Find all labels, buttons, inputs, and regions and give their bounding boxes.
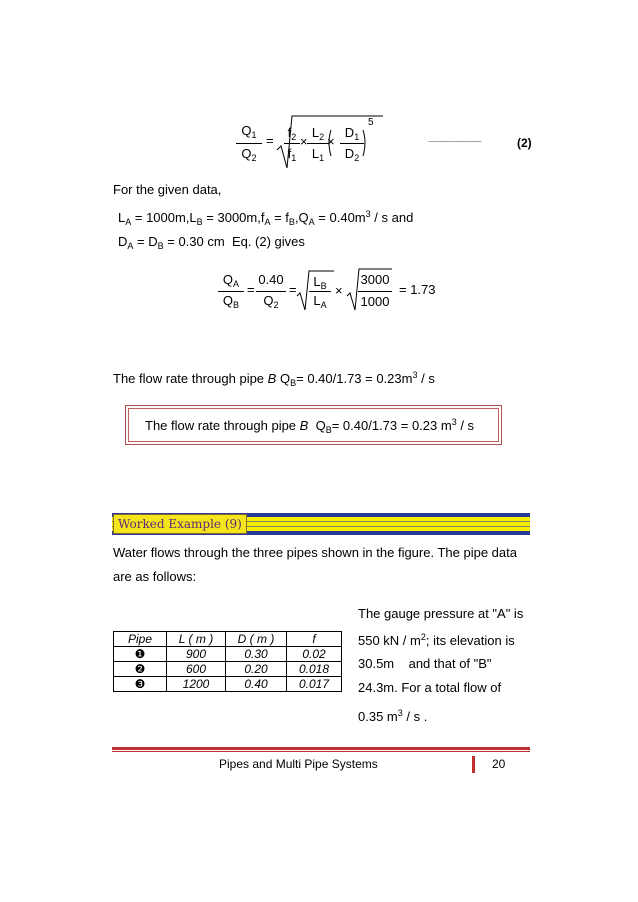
- table-cell: 1200: [167, 677, 226, 692]
- table-header-cell: L ( m ): [167, 632, 226, 647]
- eq2-times-1: ×: [300, 134, 308, 149]
- eq2-L-numerator: $L_2$: [311, 125, 325, 142]
- eq2-f-bar: [284, 143, 300, 144]
- eq2-label: (2): [517, 136, 532, 150]
- table-cell: 0.018: [287, 662, 342, 677]
- eq3-ratio-bar: [358, 291, 392, 292]
- table-header-cell: D ( m ): [226, 632, 287, 647]
- problem-line-1: Water flows through the three pipes shown in the figure. The pipe data: [113, 545, 517, 560]
- table-cell: 900: [167, 647, 226, 662]
- table-cell: 0.017: [287, 677, 342, 692]
- problem-line-2: are as follows:: [113, 569, 197, 584]
- eq2-lhs-denominator: $Q_2$: [241, 146, 257, 163]
- table-cell: 0.02: [287, 647, 342, 662]
- eq2-L-denominator: $L_1$: [311, 146, 325, 163]
- side-text-line-3: 30.5m and that of "B": [358, 656, 492, 671]
- eq2-D-bar: [340, 143, 364, 144]
- eq3-lhs-numerator: $Q_A$: [222, 272, 240, 289]
- eq3-mid-numerator: 0.40: [258, 272, 284, 287]
- flow-rate-line: The flow rate through pipe B $Q_B= 0.40/1.73 = 0.23m^3 / s$: [113, 370, 435, 388]
- eq3-equals-1: =: [247, 282, 255, 297]
- table-row: [114, 647, 342, 662]
- eq3-equals-2: =: [289, 282, 297, 297]
- eq2-times-2: ×: [327, 134, 335, 149]
- eq2-leader-dots: ........................................................: [428, 137, 481, 144]
- table-cell: ❷: [114, 662, 167, 677]
- eq3-mid-denominator: $Q_2$: [263, 293, 279, 310]
- eq2-exponent: 5: [368, 117, 374, 128]
- eq2-equals: =: [266, 133, 274, 148]
- eq3-mid-bar: [256, 291, 286, 292]
- eq2-lhs-fraction-bar: [236, 143, 262, 144]
- eq3-L-numerator: $L_B$: [313, 274, 327, 291]
- table-cell: 0.40: [226, 677, 287, 692]
- footer-rule-thin: [112, 751, 530, 752]
- table-cell: ❸: [114, 677, 167, 692]
- page-number: 20: [492, 757, 506, 771]
- eq3-ratio-denominator: 1000: [360, 294, 390, 309]
- result-box-text: The flow rate through pipe B $Q_B= 0.40/1.73 = 0.23$ $m^3$ / s: [145, 417, 475, 435]
- eq2-D-numerator: $D_1$: [344, 125, 360, 142]
- worked-example-title: Worked Example (9): [113, 514, 247, 534]
- footer-title: Pipes and Multi Pipe Systems: [219, 757, 378, 771]
- table-cell: 0.30: [226, 647, 287, 662]
- eq3-L-bar: [309, 291, 331, 292]
- eq2-L-bar: [307, 143, 329, 144]
- given-line-2: $D_A = D_B = 0.30$ cm Eq. (2) gives: [118, 234, 305, 251]
- eq3-ratio-numerator: 3000: [360, 272, 390, 287]
- eq3-lhs-denominator: $Q_B$: [222, 293, 240, 310]
- eq3-L-denominator: $L_A$: [313, 293, 327, 310]
- side-text-line-4: 24.3m. For a total flow of: [358, 680, 502, 695]
- side-text-line-1: The gauge pressure at "A" is: [358, 606, 524, 621]
- table-row: [114, 662, 342, 677]
- table-cell: 600: [167, 662, 226, 677]
- eq3-times: ×: [335, 283, 343, 298]
- eq2-f-numerator: $f_2$: [287, 125, 297, 142]
- footer-separator: [472, 756, 475, 773]
- table-header-cell: Pipe: [114, 632, 167, 647]
- given-line-1: $L_A = 1000m,L_B = 3000m,f_A = f_B,Q_A = 0.40m^3 / s$ and: [118, 209, 414, 227]
- side-text-line-5: 0.35 $m^3$ / s .: [358, 708, 428, 724]
- eq2-lhs-numerator: $Q_1$: [241, 123, 257, 140]
- pipe-data-table: [113, 631, 342, 692]
- footer-rule: [112, 747, 530, 750]
- eq3-result: = 1.73: [399, 282, 436, 297]
- eq2-D-denominator: $D_2$: [344, 146, 360, 163]
- side-text-line-2: 550 kN / $m^2$; its elevation is: [358, 632, 515, 648]
- table-cell: 0.20: [226, 662, 287, 677]
- eq2-f-denominator: $f_1$: [287, 146, 297, 163]
- eq3-lhs-bar: [218, 291, 244, 292]
- table-cell: ❶: [114, 647, 167, 662]
- given-intro: For the given data,: [113, 182, 222, 197]
- table-header-row: [114, 632, 342, 647]
- table-row: [114, 677, 342, 692]
- table-header-cell: f: [287, 632, 342, 647]
